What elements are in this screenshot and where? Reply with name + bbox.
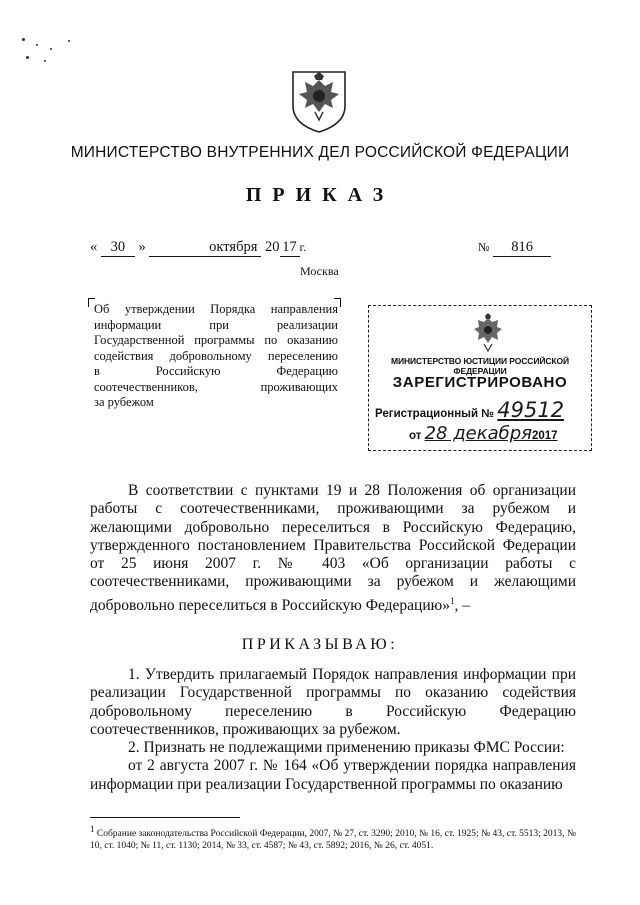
number-value: 816 bbox=[493, 239, 551, 257]
date-day: 30 bbox=[101, 239, 135, 257]
subject-line: в Российскую Федерацию bbox=[94, 364, 338, 378]
subject-line: соотечественников, проживающих bbox=[94, 379, 338, 394]
quote-close: » bbox=[138, 239, 146, 255]
order-item-2-sub: от 2 августа 2007 г. № 164 «Об утверждении порядка направления информации при реализации Государственной программы по оказанию bbox=[90, 757, 576, 793]
preamble-end: , – bbox=[454, 596, 470, 614]
city: Москва bbox=[300, 264, 339, 278]
subject-line: информации при реализации bbox=[94, 317, 338, 332]
order-subject bbox=[94, 302, 338, 411]
stamp-reg-label: Регистрационный № bbox=[375, 408, 495, 420]
date-year-suffix: 17 bbox=[280, 239, 300, 257]
subject-line: Об утверждении Порядка направления bbox=[94, 302, 338, 316]
date-year-unit: г. bbox=[299, 240, 307, 254]
stamp-date-handwritten: 28 декабря bbox=[424, 423, 532, 444]
scan-speck bbox=[44, 60, 46, 62]
footnote-ref: 1 bbox=[449, 595, 455, 606]
stamp-registration-number bbox=[375, 398, 564, 422]
footnote-separator bbox=[90, 817, 240, 818]
preamble-text: В соответствии с пунктами 19 и 28 Положения об организации работы с соотечественниками, проживающими за рубежом и желающими добровольно переселиться в Российскую Федерацию, утвержденного постановлением Правительства Российской Федерации от 25 июня 2007 г. № 403 «Об организации работы с соотечественниками, проживающими за рубежом и желающими добровольно переселиться в Российскую Федерацию» bbox=[90, 482, 576, 614]
footnote-mark: 1 bbox=[90, 824, 95, 834]
order-word: ПРИКАЗЫВАЮ: bbox=[241, 636, 399, 653]
quote-open: « bbox=[90, 239, 98, 255]
subject-line: за рубежом bbox=[94, 395, 154, 409]
order-item-2: 2. Признать не подлежащими применению приказы ФМС России: bbox=[128, 739, 565, 757]
date-month: октября bbox=[149, 239, 261, 257]
registration-stamp bbox=[368, 305, 592, 451]
order-number bbox=[478, 239, 551, 257]
stamp-registered: ЗАРЕГИСТРИРОВАНО bbox=[392, 374, 568, 391]
order-item-1: 1. Утвердить прилагаемый Порядок направления информации при реализации Государственной программы по оказанию содействия добровольному переселению в Российскую Федерацию соотечественников, проживающих за рубежом. bbox=[90, 666, 576, 738]
preamble bbox=[90, 482, 576, 615]
stamp-ministry: МИНИСТЕРСТВО ЮСТИЦИИ РОССИЙСКОЙ ФЕДЕРАЦИИ bbox=[391, 356, 569, 376]
stamp-emblem-icon bbox=[469, 312, 507, 354]
stamp-date bbox=[409, 423, 558, 444]
order-date bbox=[90, 239, 306, 257]
number-label: № bbox=[478, 240, 490, 254]
footnote-text: Собрание законодательства Российской Федерации, 2007, № 27, ст. 3290; 2010, № 16, ст. 1925; № 43, ст. 5513; 2013, № 10, ст. 1040; № 11, ст. 1130; 2014, № 33, ст. 4587; № 43, ст. 5892; 2016, № 26, ст. 4051. bbox=[90, 829, 577, 852]
state-emblem-icon bbox=[287, 62, 351, 134]
stamp-reg-number: 49512 bbox=[497, 398, 565, 422]
subject-line: содействия добровольному переселению bbox=[94, 348, 338, 363]
stamp-date-label: от bbox=[409, 430, 422, 442]
footnote bbox=[90, 823, 576, 852]
date-year-prefix: 20 bbox=[265, 239, 280, 255]
subject-line: Государственной программы по оказанию bbox=[94, 333, 338, 347]
scan-speck bbox=[36, 44, 38, 46]
order-items bbox=[90, 666, 576, 794]
document-type-title: ПРИКАЗ bbox=[245, 184, 395, 206]
scan-speck bbox=[50, 48, 52, 50]
ministry-name: МИНИСТЕРСТВО ВНУТРЕННИХ ДЕЛ РОССИЙСКОЙ ФЕДЕРАЦИИ bbox=[70, 144, 570, 161]
scan-speck bbox=[22, 38, 25, 41]
scan-speck bbox=[68, 40, 70, 42]
stamp-date-year: 2017 bbox=[531, 430, 558, 442]
scan-speck bbox=[26, 56, 29, 59]
